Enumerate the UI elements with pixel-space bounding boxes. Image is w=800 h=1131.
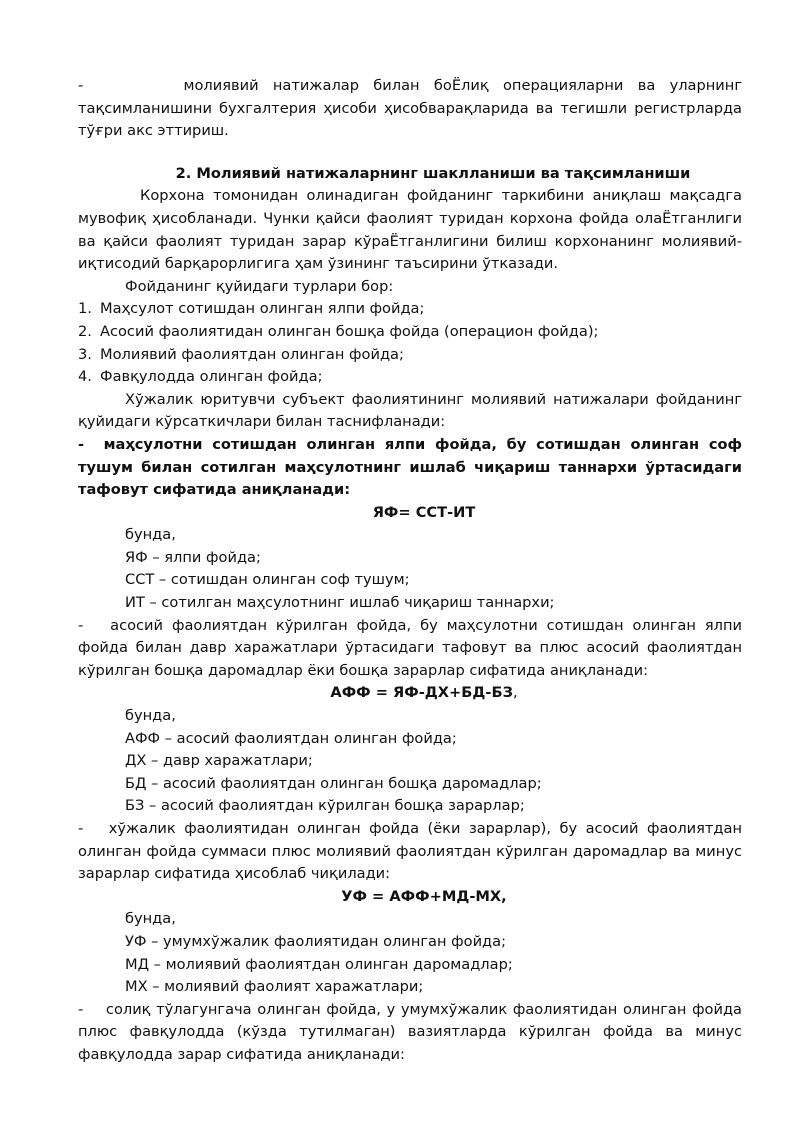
section-heading: 2. Молиявий натижаларнинг шаклланиши ва тақсимланиши bbox=[175, 164, 691, 182]
where-label: бунда, bbox=[125, 910, 176, 928]
list-item bbox=[78, 344, 742, 367]
operating-profit-formula: АФФ = ЯФ-ДХ+БД-БЗ bbox=[330, 684, 513, 702]
page-content bbox=[78, 75, 742, 1067]
definition-item: УФ – умумхўжалик фаолиятидан олинган фойда; bbox=[125, 932, 507, 950]
list-item bbox=[78, 298, 742, 321]
list-item-text: Фавқулодда олинган фойда; bbox=[100, 368, 323, 386]
gross-profit-formula: ЯФ= ССТ-ИТ bbox=[372, 503, 476, 521]
formula-comma: , bbox=[512, 684, 518, 702]
list-item bbox=[78, 321, 742, 344]
definition-item: ИТ – сотилган маҳсулотнинг ишлаб чиқариш таннархи; bbox=[125, 594, 555, 612]
definition-item: ССТ – сотишдан олинган соф тушум; bbox=[125, 571, 410, 589]
list-item-number: 3. bbox=[78, 345, 92, 363]
list-item bbox=[78, 366, 742, 389]
definition-item: БД – асосий фаолиятдан олинган бошқа даромадлар; bbox=[125, 774, 542, 792]
gross-profit-definitions bbox=[78, 524, 742, 614]
list-item-number: 2. bbox=[78, 322, 92, 340]
operating-profit-definitions bbox=[78, 705, 742, 818]
paragraph-1: Корхона томонидан олинадиган фойданинг таркибини аниқлаш мақсадга мувофиқ ҳисобланади. Чунки қайси фаолият туридан корхона фойда олаЁтганлиги ва қайси фаолият туридан зарар кўраЁтганлигини билиш корхонанинг молиявий-иқтисодий барқарорлигига ҳам ўзининг таъсирини ўтказади. bbox=[78, 187, 742, 273]
list-item-text: Молиявий фаолиятдан олинган фойда; bbox=[100, 345, 404, 363]
list-item-text: Асосий фаолиятидан олинган бошқа фойда (операцион фойда); bbox=[100, 322, 599, 340]
intro-paragraph: - молиявий натижалар билан боЁлиқ операцияларни ва уларнинг тақсимланишини бухгалтерия ҳисоби ҳисобварақларида ва тегишли регистрларда тўғри акс эттириш. bbox=[78, 77, 742, 140]
definition-item: АФФ – асосий фаолиятдан олинган фойда; bbox=[125, 729, 457, 747]
list-item-text: Маҳсулот сотишдан олинган ялпи фойда; bbox=[100, 300, 425, 318]
list-item-number: 4. bbox=[78, 368, 92, 386]
where-label: бунда, bbox=[125, 707, 176, 725]
definition-item: ДХ – давр харажатлари; bbox=[125, 752, 313, 770]
types-intro: Фойданинг қуйидаги турлари бор: bbox=[125, 277, 394, 295]
definition-item: БЗ – асосий фаолиятдан кўрилган бошқа зарарлар; bbox=[125, 797, 525, 815]
paragraph-2: Хўжалик юритувчи субъект фаолиятининг молиявий натижалари фойданинг қуйидаги кўрсаткичлари билан таснифланади: bbox=[78, 390, 742, 431]
types-list bbox=[78, 298, 742, 388]
definition-item: ЯФ – ялпи фойда; bbox=[125, 548, 261, 566]
operating-profit-paragraph: - асосий фаолиятдан кўрилган фойда, бу маҳсулотни сотишдан олинган ялпи фойда билан давр харажатлари ўртасидаги тафовут ва плюс асосий фаолиятдан кўрилган бошқа даромадлар ёки бошқа зарарлар сифатида аниқланади: bbox=[78, 616, 742, 679]
definition-item: МХ – молиявий фаолият харажатлари; bbox=[125, 978, 424, 996]
economic-profit-definitions bbox=[78, 908, 742, 998]
pretax-profit-paragraph: - солиқ тўлагунгача олинган фойда, у умумхўжалик фаолиятидан олинган фойда плюс фавқулодда (кўзда тутилмаган) вазиятларда кўрилган фойда ва минус фавқулодда зарар сифатида аниқланади: bbox=[78, 1000, 742, 1063]
gross-profit-paragraph: - маҳсулотни сотишдан олинган ялпи фойда, бу сотишдан олинган соф тушум билан сотилган маҳсулотнинг ишлаб чиқариш таннархи ўртасидаги тафовут сифатида аниқланади: bbox=[78, 435, 742, 499]
list-item-number: 1. bbox=[78, 300, 92, 318]
economic-profit-paragraph: - хўжалик фаолиятидан олинган фойда (ёки зарарлар), бу асосий фаолиятдан олинган фойда суммаси плюс молиявий фаолиятдан кўрилган даромадлар ва минус зарарлар сифатида ҳисоблаб чиқилади: bbox=[78, 820, 742, 883]
economic-profit-formula: УФ = АФФ+МД-МХ, bbox=[341, 887, 507, 905]
definition-item: МД – молиявий фаолиятдан олинган даромадлар; bbox=[125, 955, 513, 973]
where-label: бунда, bbox=[125, 526, 176, 544]
operating-profit-formula-line bbox=[78, 682, 742, 705]
